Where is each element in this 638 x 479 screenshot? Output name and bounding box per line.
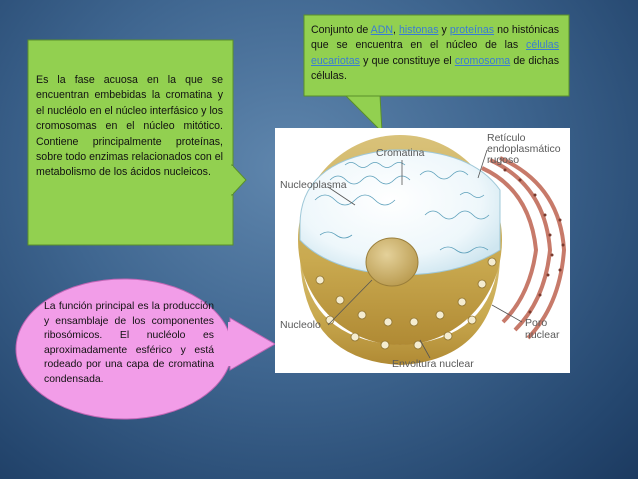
pink-callout-pointer-mask [228,322,234,366]
link-proteinas[interactable]: proteínas [449,24,495,36]
green-callout-paragraph: Es la fase acuosa en la que se encuentran embebidas la cromatina y el nucléolo en el núcleo interfásico y los cromosomas en el núcleo mitótico. Contiene principalmente proteínas, sobre todo enzimas relacionados con el metabolismo de los ácidos nucleicos. [36,74,223,179]
label-poro-2: nuclear [525,329,560,341]
label-reticulo-2: endoplasmático [487,143,561,155]
top-text-body-3: de dichas células. [311,54,559,83]
green-callout-pointer-mask [229,166,233,194]
label-nucleolo: Nucleolo [280,319,321,331]
label-cromatina: Cromatina [376,147,425,159]
top-callout-text [311,23,559,85]
link-celulas-eucariotas[interactable]: células eucariotas [311,39,559,67]
link-histonas[interactable]: histonas [399,24,439,36]
green-callout-text [36,73,223,181]
nucleolus-body [366,238,418,286]
top-text-body-1: no histónicas que se encuentra en el núcleo de las [311,24,560,52]
top-text-body-2: y que constituye el [359,54,455,67]
label-nucleoplasma: Nucleoplasma [280,179,347,191]
link-adn[interactable]: ADN [370,24,394,36]
top-callout-pointer [345,95,382,132]
link-cromosoma[interactable]: cromosoma [454,54,511,67]
label-envoltura: Envoltura nuclear [392,358,474,370]
label-reticulo-1: Retículo [487,132,526,144]
label-reticulo-3: rugoso [487,154,520,166]
top-text-sep2: y [438,24,450,36]
top-text-prefix: Conjunto de [311,24,371,36]
pink-callout-pointer [230,318,275,370]
green-callout-pointer [232,165,246,195]
label-poro-1: Poro [525,317,548,329]
top-callout-paragraph [311,23,559,85]
top-text-sep1: , [393,24,400,36]
pink-callout-paragraph: La función principal es la producción y ensamblaje de los componentes ribosómicos. El nucléolo es aproximadamente esférico y está rodeado por una capa de cromatina condensada. [44,301,214,385]
pink-callout-text [44,300,214,388]
